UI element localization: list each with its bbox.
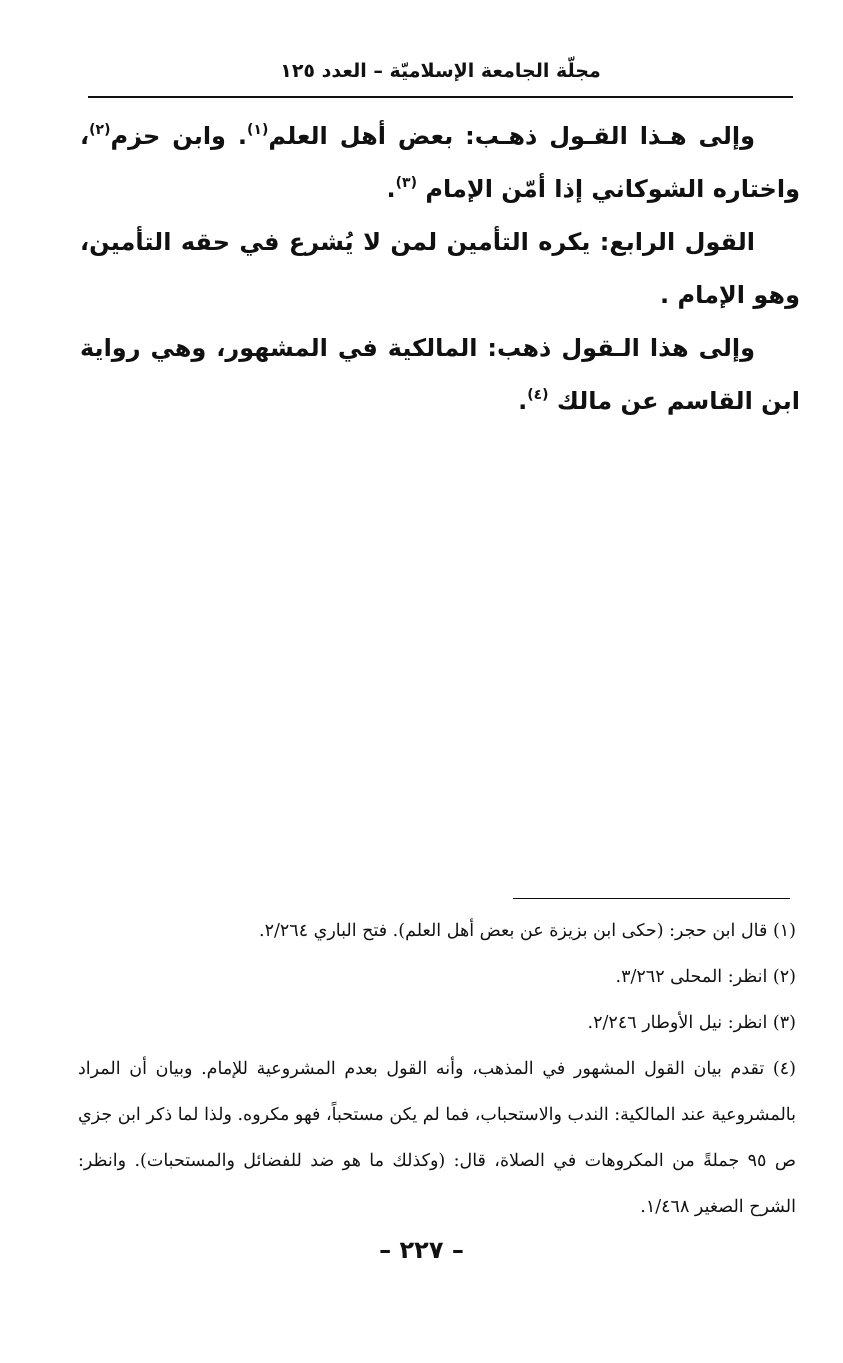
footnote-4: (٤) تقدم بيان القول المشهور في المذهب، وأنه القول بعدم المشروعية للإمام. وبيان أن المراد بالمشروعية عند المالكية: الندب والاستحباب، فما لم يكن مستحباً، فهو مكروه. ولذا لما ذكر ابن جزي ص ٩٥ جملةً من المكروهات في الصلاة، قال: (وكذلك ما هو ضد للفضائل والمستحبات). وانظر: الشرح الصغير ١/٤٦٨. xyxy=(78,1059,796,1217)
header-divider xyxy=(88,96,793,98)
paragraph-1-text-2: ، واختاره الشوكاني إذا أمّن الإمام xyxy=(80,122,800,203)
paragraph-1 xyxy=(80,110,800,216)
footnote-3: (٣) انظر: نيل الأوطار ٢/٢٤٦. xyxy=(587,1013,796,1033)
footnote-ref-2: (٢) xyxy=(89,122,111,138)
footnote-divider xyxy=(513,898,790,899)
paragraph-1-mid: . وابن حزم xyxy=(110,122,248,150)
footnote-1: (١) قال ابن حجر: (حكى ابن بزيزة عن بعض أهل العلم). فتح الباري ٢/٢٦٤. xyxy=(259,921,796,941)
paragraph-2-text: القول الرابع: يكره التأمين لمن لا يُشرع في حقه التأمين، وهو الإمام . xyxy=(80,228,800,309)
page-number: – ٢٢٧ – xyxy=(379,1236,464,1264)
footnote-ref-1: (١) xyxy=(247,122,269,138)
footnote-2: (٢) انظر: المحلى ٣/٢٦٢. xyxy=(615,967,796,987)
running-header: مجلّة الجامعة الإسلاميّة – العدد ١٢٥ xyxy=(280,60,601,82)
paragraph-2 xyxy=(80,216,800,322)
main-body-text xyxy=(80,110,800,428)
paragraph-3-end: . xyxy=(518,387,528,415)
footnote-ref-4: (٤) xyxy=(527,387,549,403)
paragraph-3 xyxy=(80,322,800,428)
paragraph-1-text: وإلى هـذا القـول ذهـب: بعض أهل العلم xyxy=(268,122,755,150)
footnote-ref-3: (٣) xyxy=(395,175,417,191)
footnotes-section xyxy=(78,908,796,1230)
paragraph-3-text: وإلى هذا الـقول ذهب: المالكية في المشهور، وهي رواية ابن القاسم عن مالك xyxy=(80,334,800,415)
paragraph-1-end: . xyxy=(386,175,396,203)
